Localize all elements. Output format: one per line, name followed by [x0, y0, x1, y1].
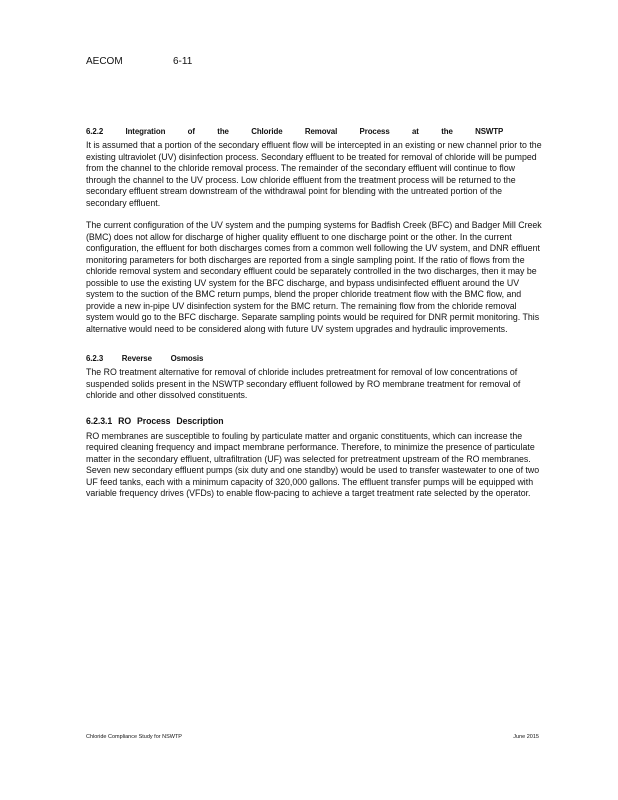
footer-date: June 2015: [513, 734, 539, 740]
footer-title: Chloride Compliance Study for NSWTP: [86, 734, 182, 740]
header-page-number: 6-11: [173, 56, 193, 67]
section-heading-6-2-2: 6.2.2 Integration of the Chloride Removal Process at the NSWTP: [86, 126, 504, 136]
section-heading-6-2-3: 6.2.3 Reverse Osmosis: [86, 353, 204, 363]
page-header: [86, 56, 193, 67]
paragraph-6-2-2-2: The current configuration of the UV system and the pumping systems for Badfish Creek (BFC) and Badger Mill Creek (BMC) does not allow for discharge of higher quality effluent to one discharge point or the other. In the current configuration, the effluent for both discharges comes from a common well following the UV system, and DNR effluent monitoring parameters for both discharges are reported from a single sampling point. If the ratio of flows from the chloride removal system and secondary effluent could be separately controlled in the two discharges, then it may be possible to use the existing UV system for the BFC discharge, and bypass undisinfected effluent around the UV system to the suction of the BMC return pumps, blend the proper chloride treatment flow with the BMC flow, and provide a new in-pipe UV disinfection system for the BMC return. The remaining flow from the chloride removal system would go to the BFC discharge. Separate sampling points would be required for DNR permit monitoring. This alternative would need to be considered along with future UV system upgrades and hydraulic improvements.: [86, 220, 542, 334]
document-body: [86, 126, 544, 511]
paragraph-6-2-3-1: The RO treatment alternative for removal of chloride includes pretreatment for removal of low concentrations of suspended solids present in the NSWTP secondary effluent followed by RO membrane treatment for removal of chloride and other dissolved constituents.: [86, 367, 521, 400]
section-heading-6-2-3-1: 6.2.3.1 RO Process Description: [86, 415, 224, 427]
header-company: AECOM: [86, 56, 123, 67]
paragraph-6-2-2-1: It is assumed that a portion of the secondary effluent flow will be intercepted in an existing or new channel prior to the existing ultraviolet (UV) disinfection process. Secondary effluent to be treated for removal of chloride will be pumped from the channel to the chloride removal process. The remainder of the secondary effluent will continue to flow through the channel to the UV process. Low chloride effluent from the treatment process will be returned to the secondary effluent stream downstream of the withdrawal point for blending with the untreated portion of the secondary effluent.: [86, 140, 542, 208]
page-footer: [86, 734, 539, 740]
paragraph-6-2-3-1-1: RO membranes are susceptible to fouling by particulate matter and organic constituents, which can increase the required cleaning frequency and impact membrane performance. Therefore, to minimize the presence of particulate matter in the secondary effluent, ultrafiltration (UF) was selected for pretreatment upstream of the RO membranes. Seven new secondary effluent pumps (six duty and one standby) would be used to transfer wastewater to one of two UF feed tanks, each with a minimum capacity of 320,000 gallons. The effluent transfer pumps will be equipped with variable frequency drives (VFDs) to enable flow-pacing to achieve a target treatment rate selected by the operator.: [86, 430, 540, 498]
